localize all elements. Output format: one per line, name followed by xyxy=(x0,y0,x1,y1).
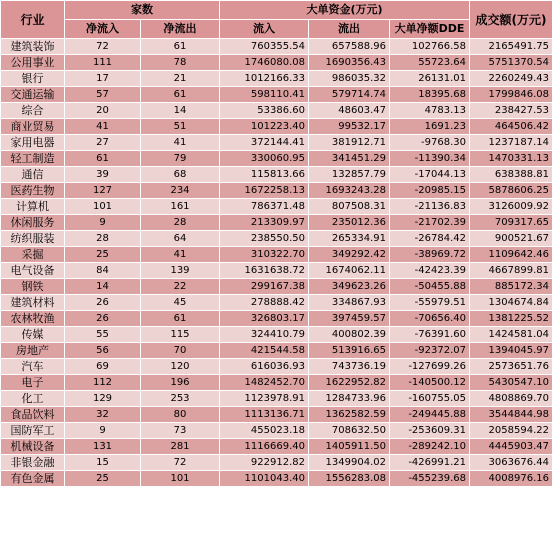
cell-outflow: 334867.93 xyxy=(309,295,390,311)
cell-turnover: 1799846.08 xyxy=(470,87,553,103)
cell-dde: -50455.88 xyxy=(390,279,470,295)
cell-dde: -11390.34 xyxy=(390,151,470,167)
cell-net-inflow-count: 111 xyxy=(65,55,141,71)
cell-dde: -21136.83 xyxy=(390,199,470,215)
table-row xyxy=(1,247,553,263)
header-dde: 大单净额DDE xyxy=(390,20,470,39)
cell-dde: -289242.10 xyxy=(390,439,470,455)
cell-industry: 非银金融 xyxy=(1,455,65,471)
cell-net-inflow-count: 55 xyxy=(65,327,141,343)
cell-net-inflow-count: 9 xyxy=(65,215,141,231)
cell-industry: 综合 xyxy=(1,103,65,119)
cell-outflow: 1362582.59 xyxy=(309,407,390,423)
cell-dde: -55979.51 xyxy=(390,295,470,311)
cell-inflow: 326803.17 xyxy=(220,311,309,327)
cell-turnover: 3544844.98 xyxy=(470,407,553,423)
cell-outflow: 1556283.08 xyxy=(309,471,390,487)
cell-net-inflow-count: 27 xyxy=(65,135,141,151)
cell-turnover: 709317.65 xyxy=(470,215,553,231)
cell-outflow: 99532.17 xyxy=(309,119,390,135)
cell-net-inflow-count: 131 xyxy=(65,439,141,455)
cell-outflow: 397459.57 xyxy=(309,311,390,327)
cell-inflow: 598110.41 xyxy=(220,87,309,103)
table-row xyxy=(1,135,553,151)
cell-net-inflow-count: 26 xyxy=(65,311,141,327)
cell-net-outflow-count: 51 xyxy=(141,119,220,135)
cell-dde: 4783.13 xyxy=(390,103,470,119)
table-row xyxy=(1,263,553,279)
table-row xyxy=(1,167,553,183)
table-row xyxy=(1,55,553,71)
table-row xyxy=(1,343,553,359)
cell-net-inflow-count: 28 xyxy=(65,231,141,247)
cell-net-outflow-count: 64 xyxy=(141,231,220,247)
cell-net-outflow-count: 234 xyxy=(141,183,220,199)
cell-net-outflow-count: 70 xyxy=(141,343,220,359)
cell-net-outflow-count: 61 xyxy=(141,87,220,103)
cell-outflow: 1405911.50 xyxy=(309,439,390,455)
cell-net-inflow-count: 26 xyxy=(65,295,141,311)
cell-turnover: 4808869.70 xyxy=(470,391,553,407)
cell-industry: 钢铁 xyxy=(1,279,65,295)
cell-net-outflow-count: 101 xyxy=(141,471,220,487)
cell-industry: 交通运输 xyxy=(1,87,65,103)
cell-turnover: 5751370.54 xyxy=(470,55,553,71)
cell-industry: 商业贸易 xyxy=(1,119,65,135)
cell-turnover: 2165491.75 xyxy=(470,39,553,55)
cell-net-outflow-count: 68 xyxy=(141,167,220,183)
cell-industry: 房地产 xyxy=(1,343,65,359)
cell-turnover: 1470331.13 xyxy=(470,151,553,167)
cell-industry: 家用电器 xyxy=(1,135,65,151)
cell-net-outflow-count: 281 xyxy=(141,439,220,455)
cell-dde: -455239.68 xyxy=(390,471,470,487)
cell-outflow: 1674062.11 xyxy=(309,263,390,279)
cell-net-outflow-count: 61 xyxy=(141,39,220,55)
cell-turnover: 2573651.76 xyxy=(470,359,553,375)
cell-turnover: 885172.34 xyxy=(470,279,553,295)
cell-inflow: 1746080.08 xyxy=(220,55,309,71)
cell-net-outflow-count: 41 xyxy=(141,135,220,151)
cell-industry: 有色金属 xyxy=(1,471,65,487)
cell-net-inflow-count: 127 xyxy=(65,183,141,199)
cell-dde: -249445.88 xyxy=(390,407,470,423)
cell-inflow: 1123978.91 xyxy=(220,391,309,407)
cell-turnover: 1304674.84 xyxy=(470,295,553,311)
cell-dde: -160755.05 xyxy=(390,391,470,407)
cell-net-outflow-count: 79 xyxy=(141,151,220,167)
cell-inflow: 616036.93 xyxy=(220,359,309,375)
table-row xyxy=(1,327,553,343)
cell-industry: 计算机 xyxy=(1,199,65,215)
cell-net-inflow-count: 129 xyxy=(65,391,141,407)
table-row xyxy=(1,119,553,135)
cell-dde: -253609.31 xyxy=(390,423,470,439)
header-big-money-group: 大单资金(万元) xyxy=(220,1,470,20)
cell-industry: 轻工制造 xyxy=(1,151,65,167)
cell-industry: 化工 xyxy=(1,391,65,407)
cell-industry: 采掘 xyxy=(1,247,65,263)
cell-inflow: 278888.42 xyxy=(220,295,309,311)
cell-inflow: 238550.50 xyxy=(220,231,309,247)
cell-turnover: 2260249.43 xyxy=(470,71,553,87)
cell-dde: 1691.23 xyxy=(390,119,470,135)
cell-dde: -21702.39 xyxy=(390,215,470,231)
table-row xyxy=(1,103,553,119)
cell-outflow: 708632.50 xyxy=(309,423,390,439)
cell-net-inflow-count: 84 xyxy=(65,263,141,279)
cell-outflow: 1284733.96 xyxy=(309,391,390,407)
cell-inflow: 1113136.71 xyxy=(220,407,309,423)
cell-net-outflow-count: 41 xyxy=(141,247,220,263)
cell-turnover: 1424581.04 xyxy=(470,327,553,343)
table-row xyxy=(1,199,553,215)
cell-industry: 传媒 xyxy=(1,327,65,343)
table-row xyxy=(1,311,553,327)
cell-outflow: 579714.74 xyxy=(309,87,390,103)
cell-dde: -38969.72 xyxy=(390,247,470,263)
cell-net-inflow-count: 57 xyxy=(65,87,141,103)
cell-turnover: 2058594.22 xyxy=(470,423,553,439)
cell-outflow: 1690356.43 xyxy=(309,55,390,71)
cell-net-outflow-count: 22 xyxy=(141,279,220,295)
cell-turnover: 238427.53 xyxy=(470,103,553,119)
table-body xyxy=(1,39,553,487)
cell-outflow: 986035.32 xyxy=(309,71,390,87)
table-row xyxy=(1,215,553,231)
cell-net-inflow-count: 9 xyxy=(65,423,141,439)
cell-dde: -76391.60 xyxy=(390,327,470,343)
cell-industry: 公用事业 xyxy=(1,55,65,71)
cell-net-inflow-count: 32 xyxy=(65,407,141,423)
cell-industry: 纺织服装 xyxy=(1,231,65,247)
cell-outflow: 48603.47 xyxy=(309,103,390,119)
cell-dde: -70656.40 xyxy=(390,311,470,327)
cell-industry: 电气设备 xyxy=(1,263,65,279)
table-row xyxy=(1,279,553,295)
cell-net-outflow-count: 61 xyxy=(141,311,220,327)
cell-outflow: 1349904.02 xyxy=(309,455,390,471)
table-row xyxy=(1,423,553,439)
cell-industry: 汽车 xyxy=(1,359,65,375)
cell-inflow: 101223.40 xyxy=(220,119,309,135)
cell-net-outflow-count: 73 xyxy=(141,423,220,439)
table-row xyxy=(1,439,553,455)
cell-inflow: 1672258.13 xyxy=(220,183,309,199)
cell-outflow: 1693243.28 xyxy=(309,183,390,199)
cell-industry: 银行 xyxy=(1,71,65,87)
cell-industry: 农林牧渔 xyxy=(1,311,65,327)
cell-industry: 休闲服务 xyxy=(1,215,65,231)
cell-net-outflow-count: 115 xyxy=(141,327,220,343)
cell-turnover: 4667899.81 xyxy=(470,263,553,279)
table-row xyxy=(1,295,553,311)
cell-inflow: 455023.18 xyxy=(220,423,309,439)
cell-industry: 医药生物 xyxy=(1,183,65,199)
cell-outflow: 132857.79 xyxy=(309,167,390,183)
cell-net-inflow-count: 69 xyxy=(65,359,141,375)
table-row xyxy=(1,407,553,423)
cell-outflow: 349623.26 xyxy=(309,279,390,295)
cell-dde: 102766.58 xyxy=(390,39,470,55)
cell-industry: 通信 xyxy=(1,167,65,183)
cell-outflow: 235012.36 xyxy=(309,215,390,231)
cell-outflow: 807508.31 xyxy=(309,199,390,215)
cell-dde: -9768.30 xyxy=(390,135,470,151)
cell-net-outflow-count: 139 xyxy=(141,263,220,279)
cell-inflow: 922912.82 xyxy=(220,455,309,471)
cell-net-inflow-count: 101 xyxy=(65,199,141,215)
table-row xyxy=(1,455,553,471)
cell-inflow: 372144.41 xyxy=(220,135,309,151)
cell-turnover: 5878606.25 xyxy=(470,183,553,199)
cell-inflow: 330060.95 xyxy=(220,151,309,167)
cell-net-outflow-count: 161 xyxy=(141,199,220,215)
header-count-group: 家数 xyxy=(65,1,220,20)
cell-turnover: 900521.67 xyxy=(470,231,553,247)
cell-dde: -42423.39 xyxy=(390,263,470,279)
cell-dde: -26784.42 xyxy=(390,231,470,247)
cell-net-outflow-count: 120 xyxy=(141,359,220,375)
cell-net-outflow-count: 78 xyxy=(141,55,220,71)
cell-inflow: 53386.60 xyxy=(220,103,309,119)
cell-net-inflow-count: 56 xyxy=(65,343,141,359)
cell-net-inflow-count: 17 xyxy=(65,71,141,87)
table-row xyxy=(1,375,553,391)
table-row xyxy=(1,151,553,167)
cell-industry: 国防军工 xyxy=(1,423,65,439)
cell-dde: -17044.13 xyxy=(390,167,470,183)
cell-turnover: 638388.81 xyxy=(470,167,553,183)
cell-inflow: 324410.79 xyxy=(220,327,309,343)
cell-inflow: 1482452.70 xyxy=(220,375,309,391)
table-row xyxy=(1,471,553,487)
cell-net-inflow-count: 41 xyxy=(65,119,141,135)
cell-outflow: 743736.19 xyxy=(309,359,390,375)
cell-net-inflow-count: 25 xyxy=(65,247,141,263)
cell-turnover: 1109642.46 xyxy=(470,247,553,263)
table-row xyxy=(1,391,553,407)
cell-turnover: 5430547.10 xyxy=(470,375,553,391)
header-net-inflow: 净流入 xyxy=(65,20,141,39)
cell-turnover: 1237187.14 xyxy=(470,135,553,151)
header-industry: 行业 xyxy=(1,1,65,39)
cell-net-outflow-count: 45 xyxy=(141,295,220,311)
cell-turnover: 3126009.92 xyxy=(470,199,553,215)
cell-industry: 建筑装饰 xyxy=(1,39,65,55)
cell-industry: 建筑材料 xyxy=(1,295,65,311)
header-turnover: 成交额(万元) xyxy=(470,1,553,39)
cell-dde: -20985.15 xyxy=(390,183,470,199)
cell-industry: 电子 xyxy=(1,375,65,391)
cell-inflow: 115813.66 xyxy=(220,167,309,183)
cell-industry: 食品饮料 xyxy=(1,407,65,423)
cell-outflow: 349292.42 xyxy=(309,247,390,263)
cell-net-inflow-count: 39 xyxy=(65,167,141,183)
cell-net-inflow-count: 25 xyxy=(65,471,141,487)
header-inflow: 流入 xyxy=(220,20,309,39)
cell-inflow: 299167.38 xyxy=(220,279,309,295)
cell-dde: -140500.12 xyxy=(390,375,470,391)
cell-inflow: 786371.48 xyxy=(220,199,309,215)
table-row xyxy=(1,71,553,87)
cell-turnover: 1381225.52 xyxy=(470,311,553,327)
cell-industry: 机械设备 xyxy=(1,439,65,455)
cell-outflow: 381912.71 xyxy=(309,135,390,151)
cell-turnover: 464506.42 xyxy=(470,119,553,135)
cell-net-outflow-count: 21 xyxy=(141,71,220,87)
cell-net-outflow-count: 14 xyxy=(141,103,220,119)
cell-net-inflow-count: 15 xyxy=(65,455,141,471)
cell-net-inflow-count: 72 xyxy=(65,39,141,55)
header-net-outflow: 净流出 xyxy=(141,20,220,39)
cell-dde: -426991.21 xyxy=(390,455,470,471)
header-outflow: 流出 xyxy=(309,20,390,39)
table-row xyxy=(1,231,553,247)
cell-net-outflow-count: 28 xyxy=(141,215,220,231)
table-row xyxy=(1,359,553,375)
cell-outflow: 400802.39 xyxy=(309,327,390,343)
cell-inflow: 421544.58 xyxy=(220,343,309,359)
cell-outflow: 1622952.82 xyxy=(309,375,390,391)
cell-net-outflow-count: 72 xyxy=(141,455,220,471)
cell-inflow: 760355.54 xyxy=(220,39,309,55)
cell-turnover: 1394045.97 xyxy=(470,343,553,359)
cell-dde: 18395.68 xyxy=(390,87,470,103)
cell-inflow: 1101043.40 xyxy=(220,471,309,487)
cell-dde: 55723.64 xyxy=(390,55,470,71)
cell-inflow: 1012166.33 xyxy=(220,71,309,87)
cell-outflow: 265334.91 xyxy=(309,231,390,247)
cell-dde: -92372.07 xyxy=(390,343,470,359)
cell-outflow: 513916.65 xyxy=(309,343,390,359)
table-row xyxy=(1,87,553,103)
cell-turnover: 4445903.47 xyxy=(470,439,553,455)
cell-dde: -127699.26 xyxy=(390,359,470,375)
cell-net-inflow-count: 112 xyxy=(65,375,141,391)
cell-turnover: 3063676.44 xyxy=(470,455,553,471)
cell-net-outflow-count: 80 xyxy=(141,407,220,423)
cell-net-inflow-count: 20 xyxy=(65,103,141,119)
cell-outflow: 341451.29 xyxy=(309,151,390,167)
cell-inflow: 310322.70 xyxy=(220,247,309,263)
cell-inflow: 1631638.72 xyxy=(220,263,309,279)
cell-dde: 26131.01 xyxy=(390,71,470,87)
cell-outflow: 657588.96 xyxy=(309,39,390,55)
cell-net-inflow-count: 14 xyxy=(65,279,141,295)
table-row xyxy=(1,39,553,55)
table-row xyxy=(1,183,553,199)
cell-net-inflow-count: 61 xyxy=(65,151,141,167)
cell-net-outflow-count: 253 xyxy=(141,391,220,407)
cell-inflow: 213309.97 xyxy=(220,215,309,231)
cell-turnover: 4008976.16 xyxy=(470,471,553,487)
cell-net-outflow-count: 196 xyxy=(141,375,220,391)
cell-inflow: 1116669.40 xyxy=(220,439,309,455)
